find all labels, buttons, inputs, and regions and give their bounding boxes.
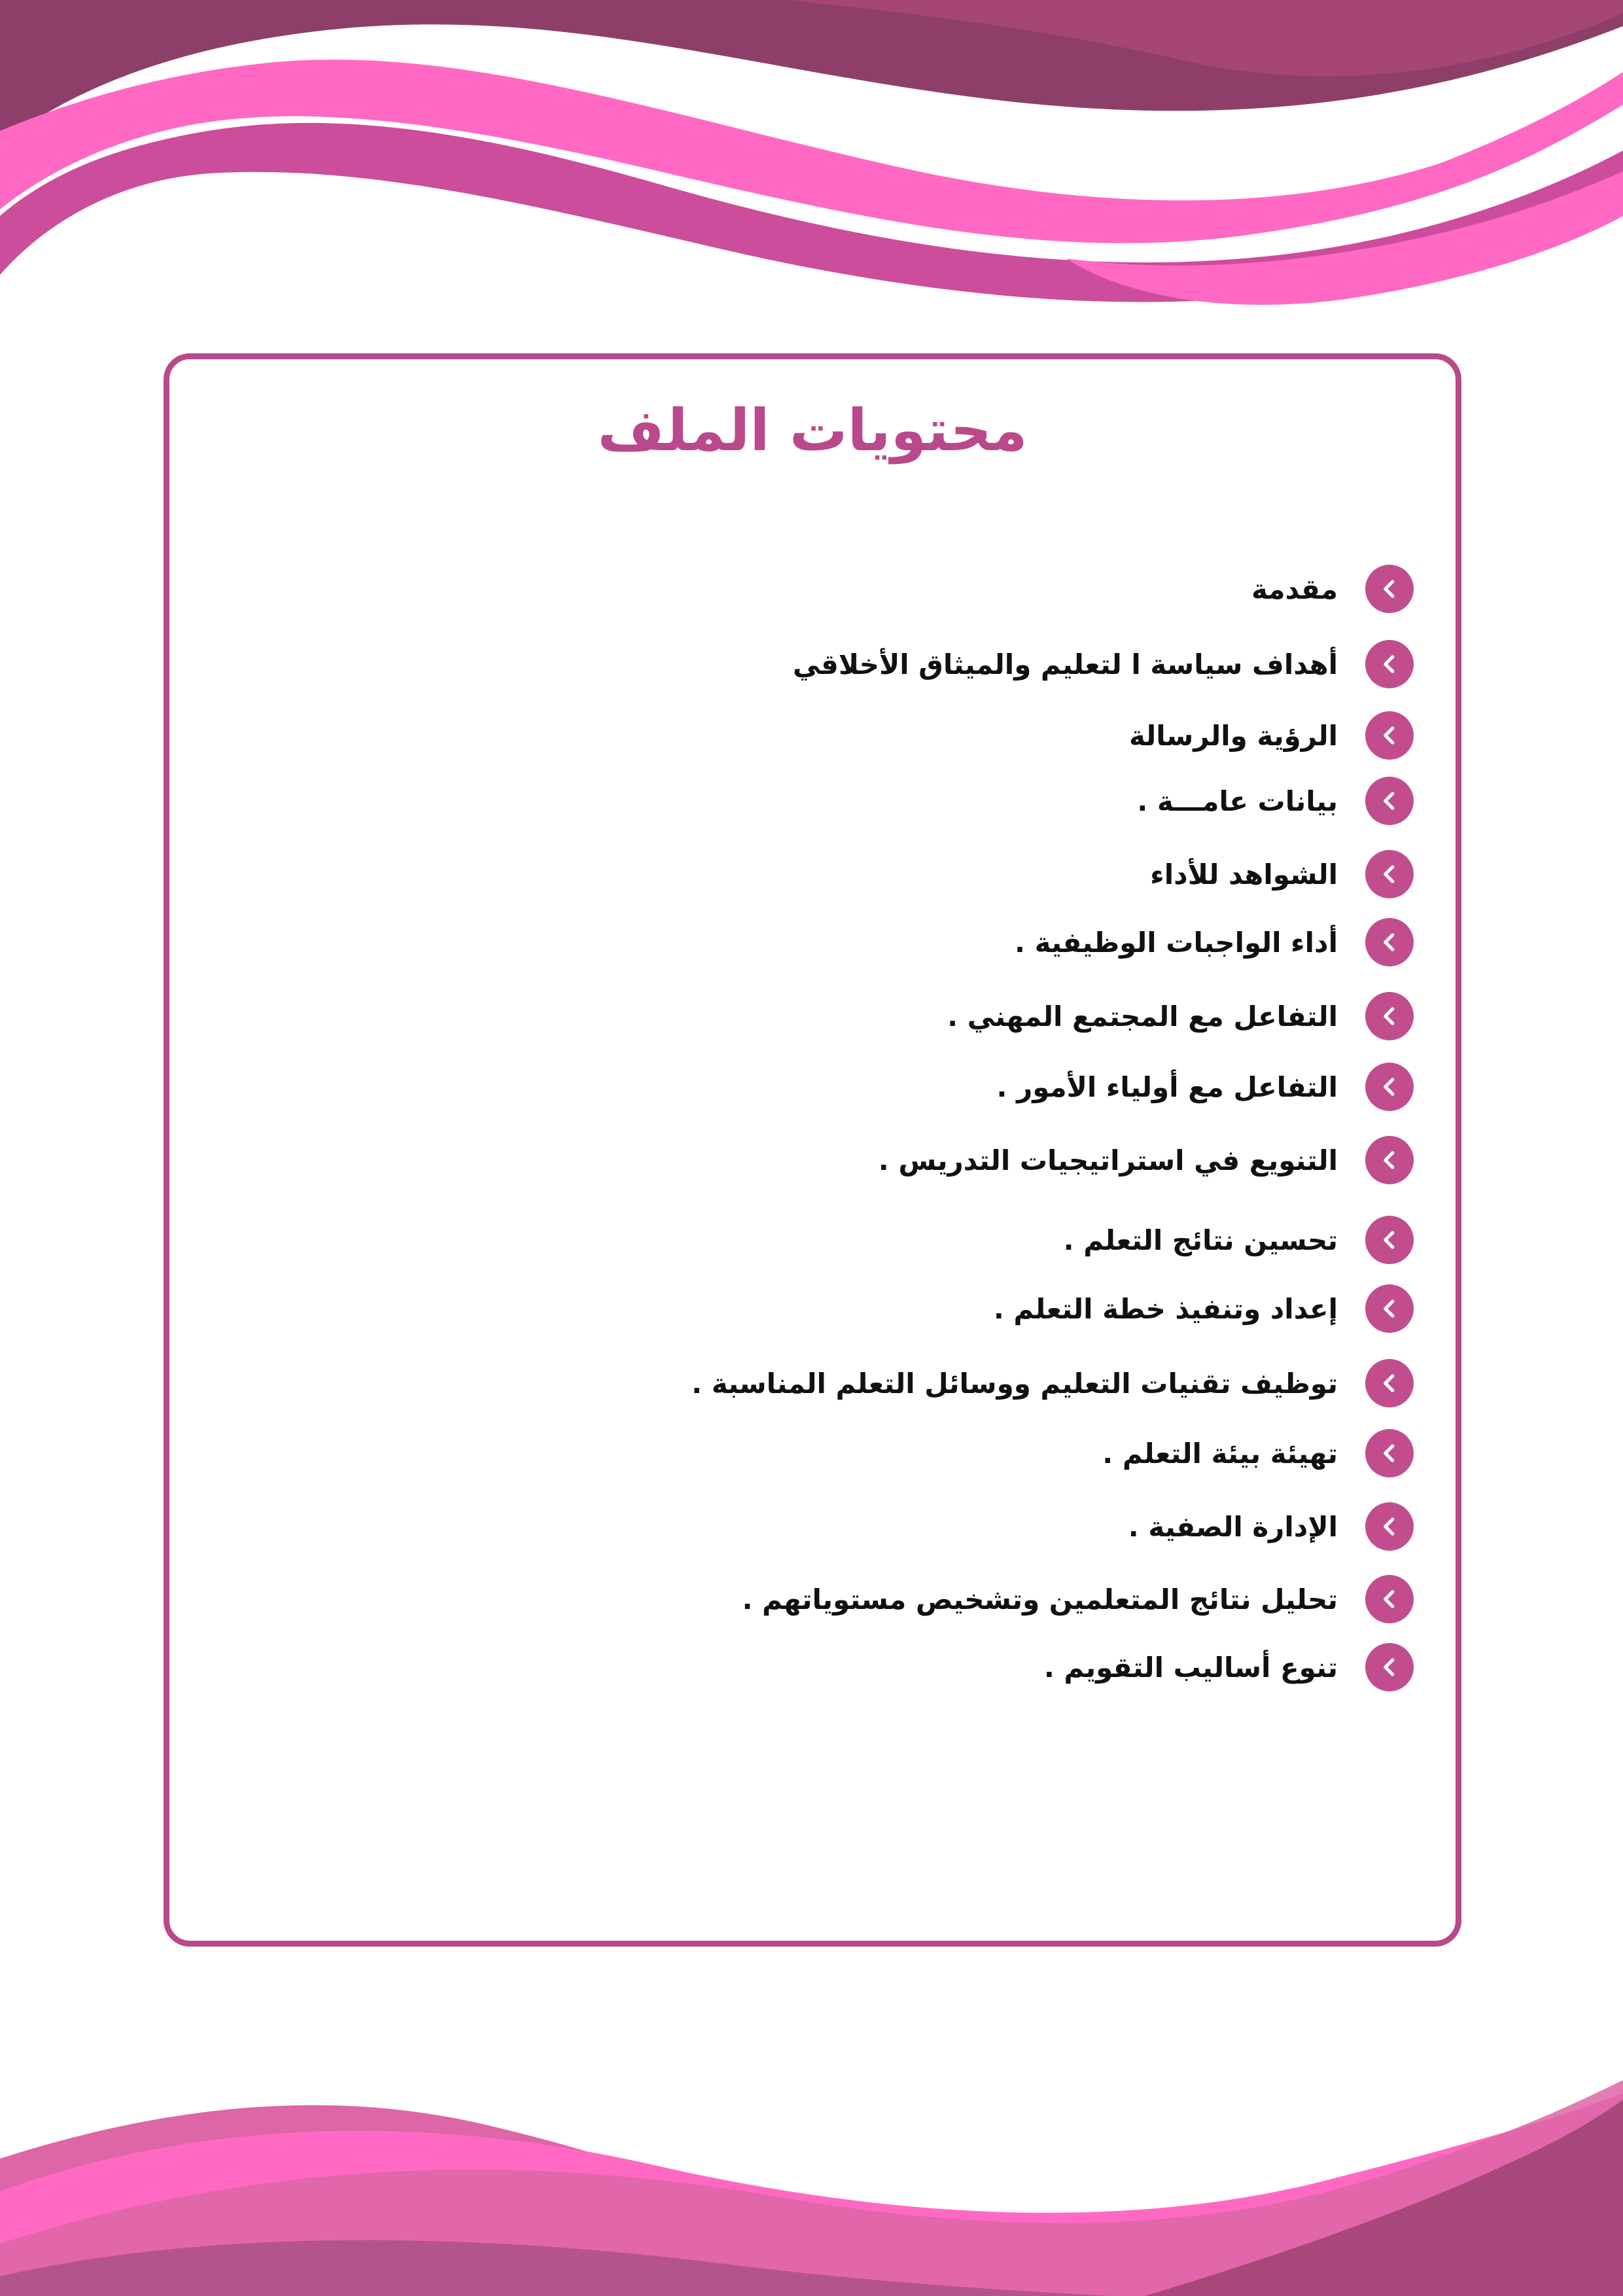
toc-item[interactable] [994,1284,1414,1333]
toc-item-label: مقدمة [1251,573,1338,605]
chevron-left-icon [1365,1429,1414,1477]
toc-item[interactable] [1137,777,1414,825]
bottom-wave-decoration [0,2080,1623,2296]
chevron-left-icon [1365,992,1414,1040]
chevron-left-icon [1365,1136,1414,1184]
toc-item-label: تهيئة بيئة التعلم . [1102,1437,1338,1470]
toc-item-label: تحسين نتائج التعلم . [1063,1224,1338,1256]
toc-item-label: الرؤية والرسالة [1129,719,1338,752]
chevron-left-icon [1365,777,1414,825]
chevron-left-icon [1365,640,1414,688]
toc-item[interactable] [1251,565,1414,613]
chevron-left-icon [1365,1216,1414,1264]
toc-item-label: التنويع في استراتيجيات التدريس . [878,1144,1338,1176]
chevron-left-icon [1365,1359,1414,1407]
toc-item-label: الشواهد للأداء [1150,858,1338,891]
toc-item[interactable] [691,1359,1414,1407]
top-wave-decoration [0,0,1623,340]
chevron-left-icon [1365,1284,1414,1333]
chevron-left-icon [1365,1575,1414,1623]
chevron-left-icon [1365,1063,1414,1111]
toc-item-label: الإدارة الصفية . [1128,1510,1338,1543]
toc-item[interactable] [742,1575,1414,1623]
chevron-left-icon [1365,850,1414,898]
chevron-left-icon [1365,565,1414,613]
toc-item-label: أداء الواجبات الوظيفية . [1015,926,1338,959]
toc-item-label: التفاعل مع أولياء الأمور . [996,1070,1338,1103]
toc-item-label: أهداف سياسة ا لتعليم والميثاق الأخلاقي [792,648,1338,680]
toc-item-label: إعداد وتنفيذ خطة التعلم . [993,1292,1338,1325]
toc-item-label: تحليل نتائج المتعلمين وتشخيص مستوياتهم . [742,1583,1338,1616]
toc-item-label: توظيف تقنيات التعليم ووسائل التعلم المناسبة . [691,1367,1338,1400]
toc-item[interactable] [997,1063,1414,1111]
toc-item[interactable] [793,640,1414,688]
toc-item[interactable] [1129,711,1414,760]
toc-item[interactable] [1102,1429,1414,1477]
toc-item[interactable] [879,1136,1414,1184]
chevron-left-icon [1365,918,1414,966]
toc-item[interactable] [1128,1502,1414,1551]
toc-item-label: تنوع أساليب التقويم . [1043,1651,1338,1684]
toc-item[interactable] [1064,1216,1414,1264]
chevron-left-icon [1365,1643,1414,1691]
toc-item[interactable] [947,992,1414,1040]
toc-item-label: بيانات عامـــة . [1137,785,1338,817]
chevron-left-icon [1365,711,1414,760]
toc-item[interactable] [1044,1643,1414,1691]
toc-item-label: التفاعل مع المجتمع المهني . [947,1000,1338,1033]
toc-item[interactable] [1015,918,1414,966]
chevron-left-icon [1365,1502,1414,1551]
toc-item[interactable] [1150,850,1414,898]
page-title: محتويات الملف [597,397,1028,464]
